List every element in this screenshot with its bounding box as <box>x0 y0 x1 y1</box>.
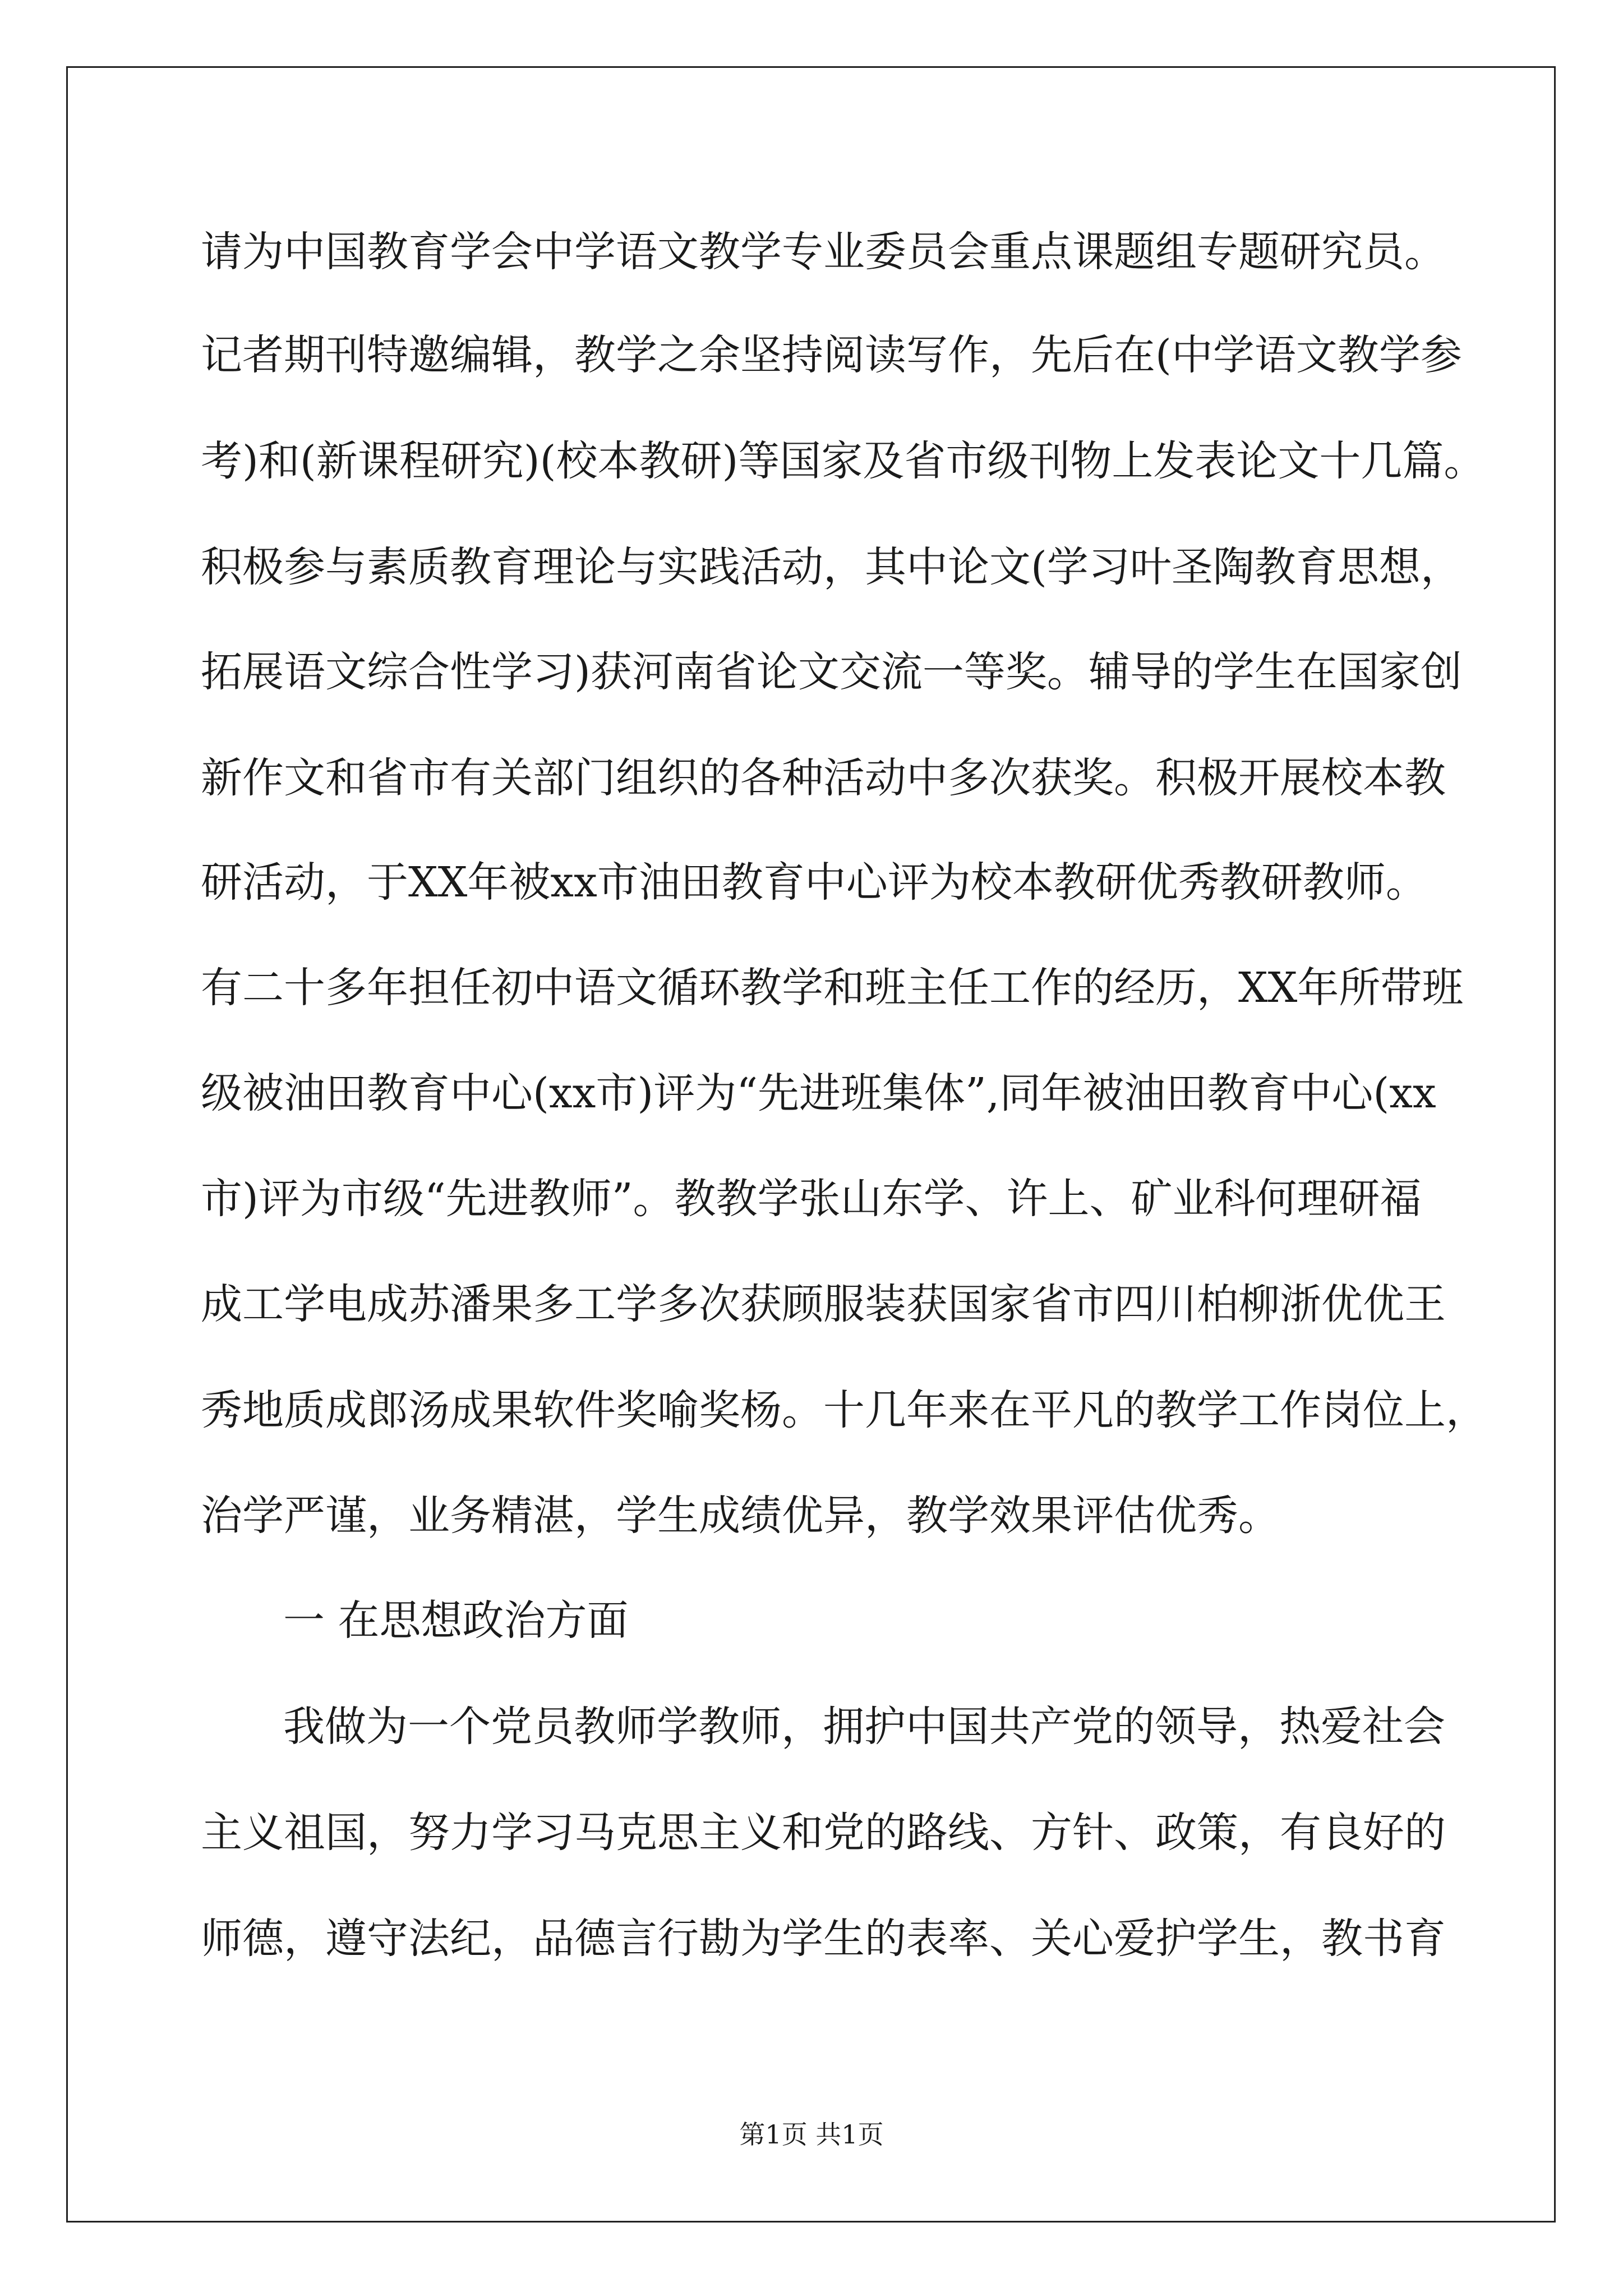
text-line-4: 积极参与素质教育理论与实践活动，其中论文(学习叶圣陶教育思想， <box>201 543 1462 591</box>
text-line-12: 秀地质成郎汤成果软件奖喻奖杨。十几年来在平凡的教学工作岗位上， <box>201 1386 1487 1434</box>
text-line-5: 拓展语文综合性学习)获河南省论文交流一等奖。辅导的学生在国家创 <box>201 648 1462 696</box>
text-line-2: 记者期刊特邀编辑，教学之余坚持阅读写作，先后在(中学语文教学参 <box>201 331 1462 379</box>
page-footer: 第1页 共1页 <box>739 2119 884 2150</box>
paragraph-line-1: 我做为一个党员教师学教师，拥护中国共产党的领导，热爱社会 <box>283 1703 1445 1751</box>
text-line-8: 有二十多年担任初中语文循环教学和班主任工作的经历，XX年所带班 <box>201 964 1464 1012</box>
text-line-1: 请为中国教育学会中学语文教学专业委员会重点课题组专题研究员。 <box>201 228 1446 276</box>
text-line-13: 治学严谨，业务精湛，学生成绩优异，教学效果评估优秀。 <box>201 1492 1280 1540</box>
page-border <box>66 66 1556 2223</box>
paragraph-line-2: 主义祖国，努力学习马克思主义和党的路线、方针、政策，有良好的 <box>201 1809 1446 1857</box>
paragraph-line-3: 师德，遵守法纪，品德言行勘为学生的表率、关心爱护学生，教书育 <box>201 1915 1446 1963</box>
text-line-11: 成工学电成苏潘果多工学多次获顾服装获国家省市四川柏柳浙优优王 <box>201 1280 1446 1328</box>
text-line-9: 级被油田教育中心(xx市)评为“先进班集体”,同年被油田教育中心(xx <box>201 1069 1436 1117</box>
section-heading: 一 在思想政治方面 <box>283 1596 629 1645</box>
text-line-10: 市)评为市级“先进教师”。教教学张山东学、许上、矿业科何理研福 <box>201 1175 1422 1223</box>
text-line-3: 考)和(新课程研究)(校本教研)等国家及省市级刊物上发表论文十几篇。 <box>201 437 1486 485</box>
text-line-6: 新作文和省市有关部门组织的各种活动中多次获奖。积极开展校本教 <box>201 754 1446 802</box>
text-line-7: 研活动，于XX年被xx市油田教育中心评为校本教研优秀教研教师。 <box>201 858 1427 907</box>
